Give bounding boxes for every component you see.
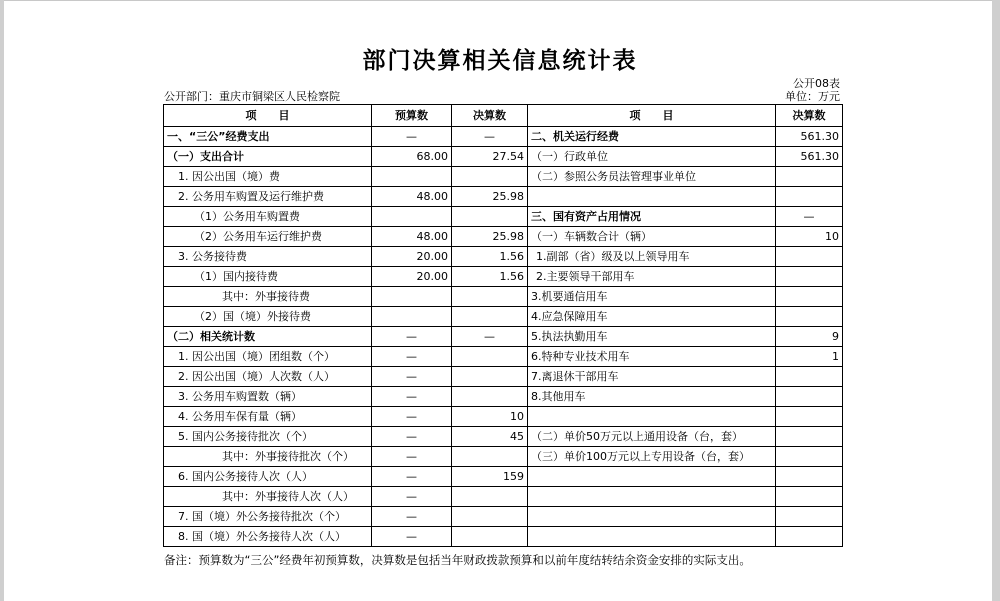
right-item-label: 2.主要领导干部用车 (528, 267, 776, 287)
unit-label: 单位：万元 (785, 90, 840, 103)
right-final-value (776, 407, 843, 427)
left-item-label: 8. 国（境）外公务接待人次（人） (164, 527, 372, 547)
right-item-label (528, 507, 776, 527)
left-item-label: 1. 因公出国（境）费 (164, 167, 372, 187)
budget-value: 20.00 (372, 247, 452, 267)
table-row (164, 307, 843, 327)
right-item-label: （二）单价50万元以上通用设备（台，套） (528, 427, 776, 447)
right-final-value (776, 307, 843, 327)
left-item-label: 3. 公务接待费 (164, 247, 372, 267)
footnote: 备注：预算数为“三公”经费年初预算数，决算数是包括当年财政拨款预算和以前年度结转结余资金安排的实际支出。 (164, 553, 751, 567)
table-number: 公开08表 (793, 77, 840, 90)
table-row (164, 527, 843, 547)
right-final-value (776, 367, 843, 387)
statistics-table (163, 104, 843, 547)
left-item-label: 4. 公务用车保有量（辆） (164, 407, 372, 427)
final-value: — (452, 327, 528, 347)
right-item-label: 1.副部（省）级及以上领导用车 (528, 247, 776, 267)
budget-value: — (372, 507, 452, 527)
final-value (452, 167, 528, 187)
header-final-2: 决算数 (776, 105, 843, 127)
final-value (452, 507, 528, 527)
right-final-value: 561.30 (776, 127, 843, 147)
right-final-value: 10 (776, 227, 843, 247)
right-final-value: 9 (776, 327, 843, 347)
final-value: 159 (452, 467, 528, 487)
table-row (164, 507, 843, 527)
left-item-label: 一、“三公”经费支出 (164, 127, 372, 147)
left-item-label: （2）公务用车运行维护费 (164, 227, 372, 247)
left-item-label: 6. 国内公务接待人次（人） (164, 467, 372, 487)
right-final-value (776, 507, 843, 527)
window-top-border (0, 0, 1000, 1)
header-row (164, 105, 843, 127)
header-item-2: 项 目 (528, 105, 776, 127)
table-row (164, 147, 843, 167)
final-value: 1.56 (452, 247, 528, 267)
right-final-value (776, 287, 843, 307)
budget-value: 20.00 (372, 267, 452, 287)
table-row (164, 247, 843, 267)
final-value (452, 307, 528, 327)
right-item-label: 三、国有资产占用情况 (528, 207, 776, 227)
final-value: 45 (452, 427, 528, 447)
right-item-label: 4.应急保障用车 (528, 307, 776, 327)
right-item-label: 6.特种专业技术用车 (528, 347, 776, 367)
left-item-label: 2. 因公出国（境）人次数（人） (164, 367, 372, 387)
window-left-border (0, 0, 4, 601)
final-value (452, 487, 528, 507)
final-value: 1.56 (452, 267, 528, 287)
left-item-label: 7. 国（境）外公务接待批次（个） (164, 507, 372, 527)
right-item-label: （一）行政单位 (528, 147, 776, 167)
right-final-value (776, 267, 843, 287)
budget-value: 48.00 (372, 187, 452, 207)
right-item-label (528, 407, 776, 427)
right-final-value (776, 447, 843, 467)
left-item-label: （2）国（境）外接待费 (164, 307, 372, 327)
right-item-label (528, 527, 776, 547)
final-value (452, 207, 528, 227)
budget-value (372, 287, 452, 307)
budget-value: — (372, 447, 452, 467)
left-item-label: 其中：外事接待费 (164, 287, 372, 307)
left-item-label: （一）支出合计 (164, 147, 372, 167)
left-item-label: 2. 公务用车购置及运行维护费 (164, 187, 372, 207)
left-item-label: 其中：外事接待人次（人） (164, 487, 372, 507)
budget-value (372, 207, 452, 227)
left-item-label: 其中：外事接待批次（个） (164, 447, 372, 467)
budget-value: — (372, 367, 452, 387)
right-item-label: 7.离退休干部用车 (528, 367, 776, 387)
department-label: 公开部门：重庆市铜梁区人民检察院 (164, 90, 340, 103)
page-title: 部门决算相关信息统计表 (362, 47, 638, 74)
right-item-label (528, 187, 776, 207)
budget-value: — (372, 527, 452, 547)
table-row (164, 267, 843, 287)
table-row (164, 447, 843, 467)
header-item: 项 目 (164, 105, 372, 127)
budget-value: — (372, 327, 452, 347)
right-final-value: 561.30 (776, 147, 843, 167)
right-final-value: 1 (776, 347, 843, 367)
right-item-label: （三）单价100万元以上专用设备（台，套） (528, 447, 776, 467)
left-item-label: 3. 公务用车购置数（辆） (164, 387, 372, 407)
left-item-label: （1）公务用车购置费 (164, 207, 372, 227)
right-item-label (528, 467, 776, 487)
right-final-value (776, 187, 843, 207)
final-value: — (452, 127, 528, 147)
table-row (164, 347, 843, 367)
header-budget: 预算数 (372, 105, 452, 127)
table-row (164, 167, 843, 187)
final-value (452, 367, 528, 387)
right-item-label: 5.执法执勤用车 (528, 327, 776, 347)
budget-value: 68.00 (372, 147, 452, 167)
window-right-border (992, 0, 1000, 601)
table-row (164, 227, 843, 247)
final-value (452, 287, 528, 307)
budget-value: — (372, 487, 452, 507)
right-final-value (776, 527, 843, 547)
right-final-value: — (776, 207, 843, 227)
right-final-value (776, 247, 843, 267)
right-final-value (776, 427, 843, 447)
table-row (164, 207, 843, 227)
left-item-label: 5. 国内公务接待批次（个） (164, 427, 372, 447)
right-final-value (776, 167, 843, 187)
budget-value: — (372, 427, 452, 447)
right-item-label: 二、机关运行经费 (528, 127, 776, 147)
budget-value: 48.00 (372, 227, 452, 247)
right-final-value (776, 487, 843, 507)
header-final: 决算数 (452, 105, 528, 127)
final-value (452, 387, 528, 407)
right-item-label: 8.其他用车 (528, 387, 776, 407)
budget-value (372, 167, 452, 187)
final-value: 25.98 (452, 187, 528, 207)
table-row (164, 487, 843, 507)
table-row (164, 187, 843, 207)
budget-value: — (372, 387, 452, 407)
right-item-label: 3.机要通信用车 (528, 287, 776, 307)
budget-value: — (372, 347, 452, 367)
final-value: 25.98 (452, 227, 528, 247)
budget-value: — (372, 127, 452, 147)
final-value (452, 447, 528, 467)
left-item-label: （二）相关统计数 (164, 327, 372, 347)
final-value (452, 527, 528, 547)
right-item-label: （二）参照公务员法管理事业单位 (528, 167, 776, 187)
budget-value: — (372, 467, 452, 487)
left-item-label: （1）国内接待费 (164, 267, 372, 287)
final-value (452, 347, 528, 367)
table-row (164, 327, 843, 347)
right-final-value (776, 387, 843, 407)
final-value: 27.54 (452, 147, 528, 167)
table-row (164, 407, 843, 427)
table-row (164, 387, 843, 407)
right-item-label (528, 487, 776, 507)
table-row (164, 127, 843, 147)
left-item-label: 1. 因公出国（境）团组数（个） (164, 347, 372, 367)
table-row (164, 427, 843, 447)
budget-value (372, 307, 452, 327)
final-value: 10 (452, 407, 528, 427)
right-final-value (776, 467, 843, 487)
table-row (164, 467, 843, 487)
right-item-label: （一）车辆数合计（辆） (528, 227, 776, 247)
table-row (164, 367, 843, 387)
table-row (164, 287, 843, 307)
budget-value: — (372, 407, 452, 427)
